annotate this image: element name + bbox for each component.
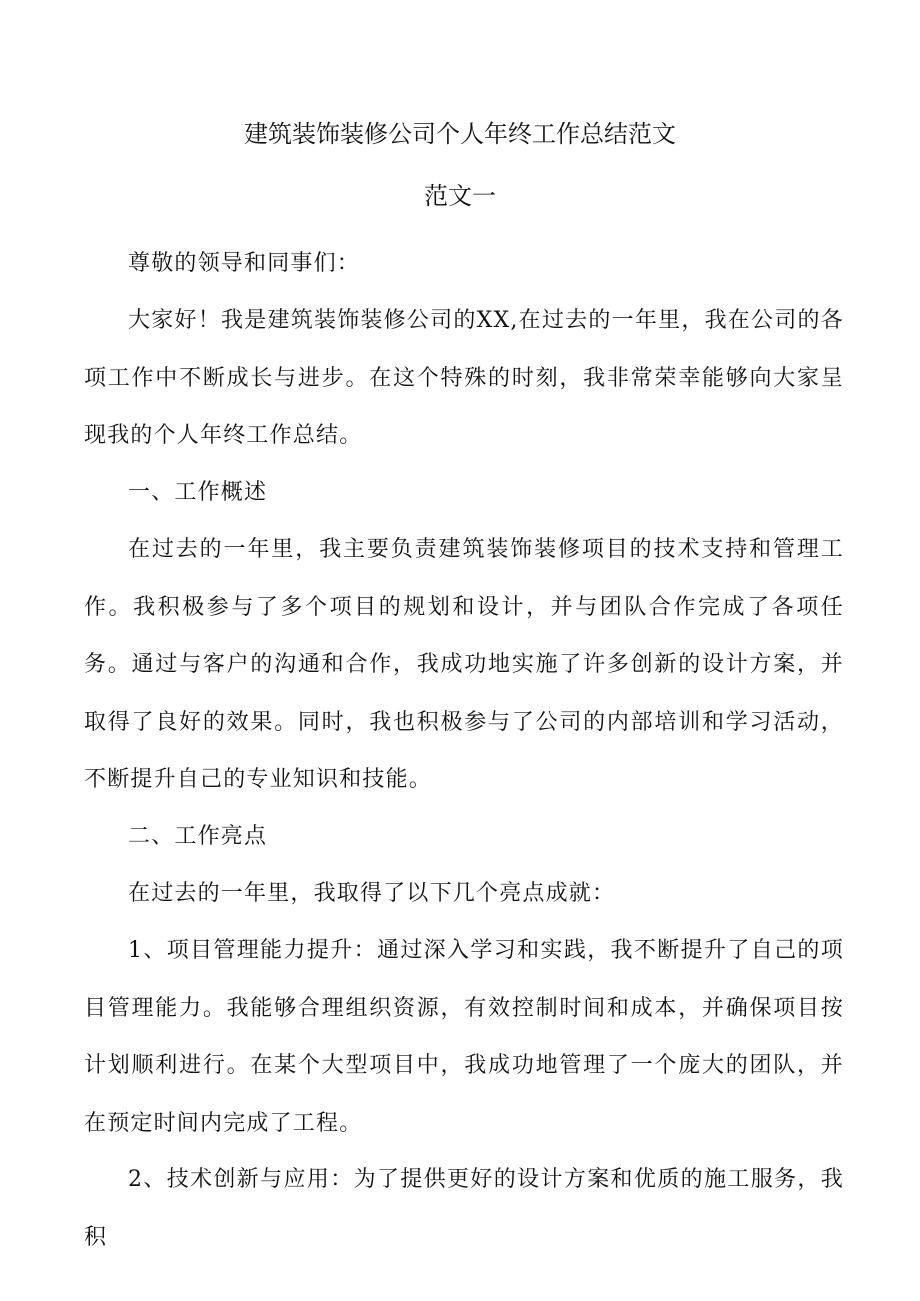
section-heading-highlights: 二、工作亮点: [128, 824, 268, 849]
greeting-paragraph: 尊敬的领导和同事们：: [128, 251, 361, 276]
highlights-intro-paragraph: 在过去的一年里，我取得了以下几个亮点成就：: [128, 881, 616, 906]
overview-paragraph: 在过去的一年里，我主要负责建筑装饰装修项目的技术支持和管理工作。我积极参与了多个项目的规划和设计，并与团队合作完成了各项任务。通过与客户的沟通和合作，我成功地实施了许多创新的设计方案，并取得了良好的效果。同时，我也积极参与了公司的内部培训和学习活动，不断提升自己的专业知识和技能。: [84, 537, 844, 792]
document-subtitle: 范文一: [424, 182, 496, 210]
section-heading-overview: 一、工作概述: [128, 480, 268, 505]
intro-paragraph: 大家好！我是建筑装饰装修公司的XX,在过去的一年里，我在公司的各项工作中不断成长与进步。在这个特殊的时刻，我非常荣幸能够向大家呈现我的个人年终工作总结。: [84, 308, 844, 448]
highlight-item-2: 2、技术创新与应用：为了提供更好的设计方案和优质的施工服务，我积: [84, 1167, 844, 1250]
document-title: 建筑装饰装修公司个人年终工作总结范文: [244, 120, 676, 148]
highlight-item-1: 1、项目管理能力提升：通过深入学习和实践，我不断提升了自己的项目管理能力。我能够合理组织资源，有效控制时间和成本，并确保项目按计划顺利进行。在某个大型项目中，我成功地管理了一个庞大的团队，并在预定时间内完成了工程。: [84, 938, 844, 1136]
